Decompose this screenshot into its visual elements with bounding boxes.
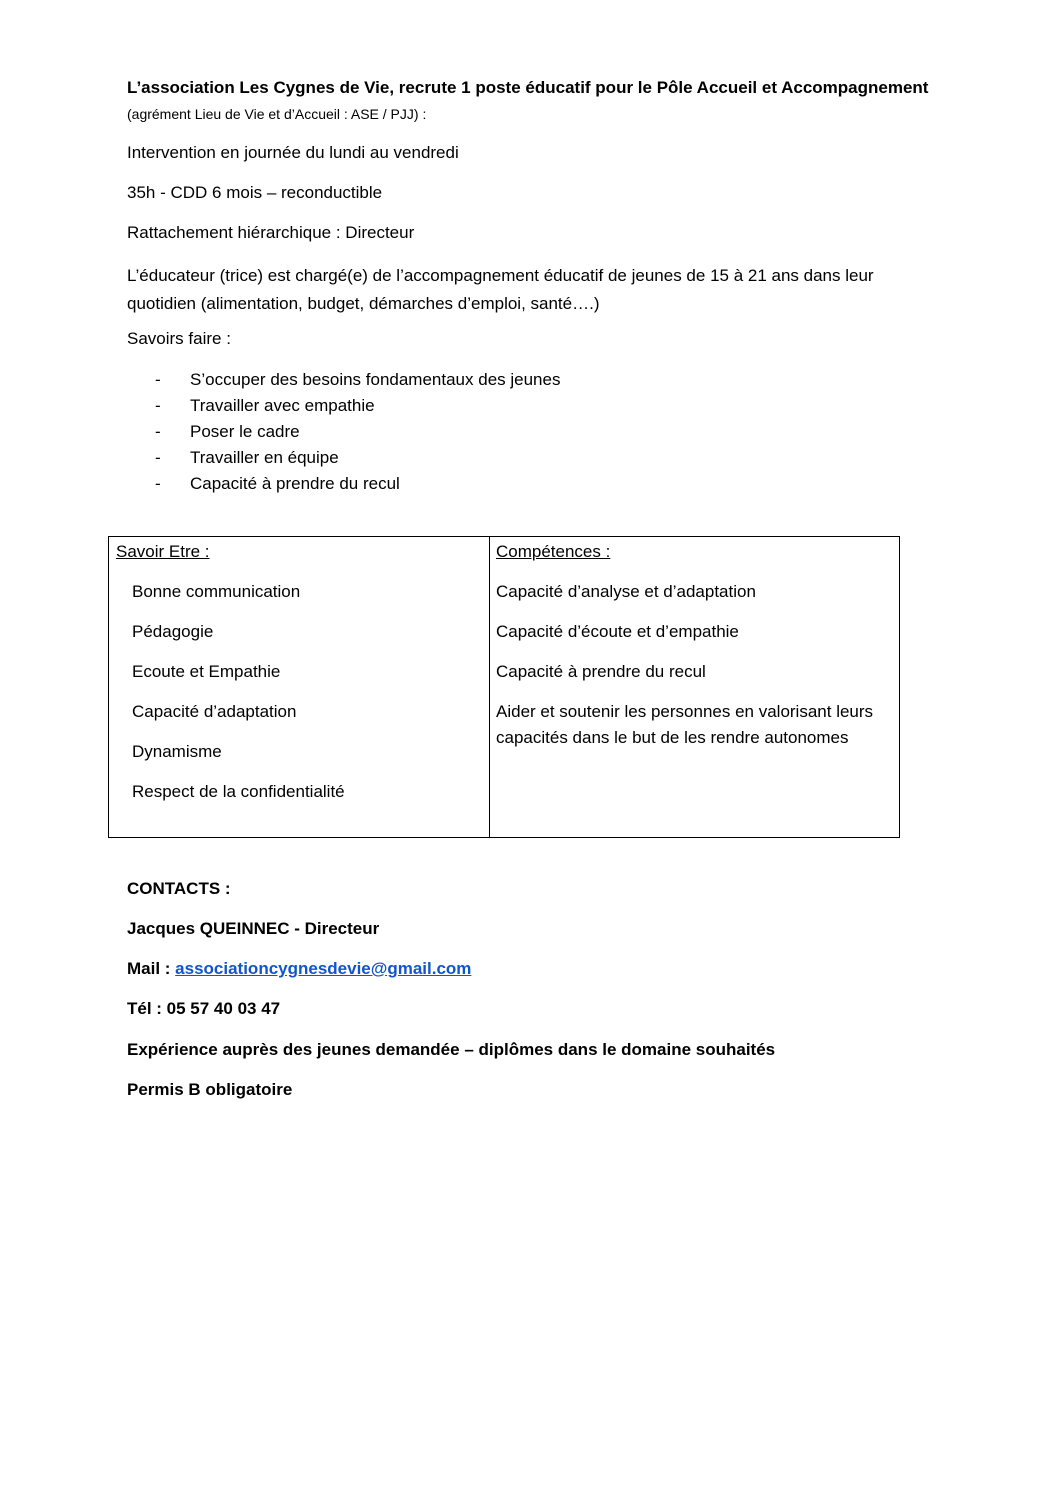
job-description: L’éducateur (trice) est chargé(e) de l’accompagnement éducatif de jeunes de 15 à 21 ans dans leur quotidien (alimentation, budget, démarches d’emploi, santé….) <box>127 266 874 313</box>
savoir-etre-item: Ecoute et Empathie <box>132 662 281 681</box>
contact-phone: Tél : 05 57 40 03 47 <box>127 999 281 1018</box>
savoirs-faire-label: Savoirs faire : <box>127 329 231 348</box>
competences-column <box>490 537 900 838</box>
experience-requirement: Expérience auprès des jeunes demandée – diplômes dans le domaine souhaités <box>127 1040 776 1059</box>
competences-header: Compétences : <box>496 542 611 561</box>
savoir-etre-item: Capacité d’adaptation <box>132 702 297 721</box>
job-title: L’association Les Cygnes de Vie, recrute 1 poste éducatif pour le Pôle Accueil et Accompagnement <box>127 78 929 97</box>
bullet-dash: - <box>155 370 161 389</box>
competence-item: Capacité d’écoute et d’empathie <box>496 622 739 641</box>
contract-text: 35h - CDD 6 mois – reconductible <box>127 183 383 202</box>
email-link[interactable]: associationcygnesdevie@gmail.com <box>175 959 472 978</box>
accreditation-note: (agrément Lieu de Vie et d’Accueil : ASE / PJJ) : <box>127 106 427 122</box>
license-requirement: Permis B obligatoire <box>127 1080 293 1099</box>
savoir-etre-item: Dynamisme <box>132 742 222 761</box>
list-item: - Travailler en équipe <box>155 445 560 471</box>
competence-item: Capacité d’analyse et d’adaptation <box>496 582 756 601</box>
list-item: - Poser le cadre <box>155 419 560 445</box>
list-item: - S’occuper des besoins fondamentaux des jeunes <box>155 367 560 393</box>
bullet-dash: - <box>155 474 161 493</box>
savoirs-faire-list <box>155 367 560 497</box>
contact-mail-line <box>127 959 471 979</box>
savoir-etre-item: Pédagogie <box>132 622 214 641</box>
savoir-etre-header: Savoir Etre : <box>116 542 210 561</box>
competence-item: Aider et soutenir les personnes en valorisant leurs capacités dans le but de les rendre autonomes <box>496 702 874 747</box>
list-item: - Travailler avec empathie <box>155 393 560 419</box>
savoir-etre-item: Bonne communication <box>132 582 301 601</box>
contact-person: Jacques QUEINNEC - Directeur <box>127 919 380 938</box>
bullet-dash: - <box>155 396 161 415</box>
schedule-text: Intervention en journée du lundi au vendredi <box>127 143 459 162</box>
mail-label: Mail : <box>127 959 176 978</box>
hierarchy-text: Rattachement hiérarchique : Directeur <box>127 223 415 242</box>
bullet-dash: - <box>155 448 161 467</box>
skills-table <box>108 536 900 838</box>
savoir-etre-item: Respect de la confidentialité <box>132 782 345 801</box>
contacts-label: CONTACTS : <box>127 879 231 898</box>
list-item: - Capacité à prendre du recul <box>155 471 560 497</box>
savoir-etre-column <box>109 537 490 838</box>
bullet-dash: - <box>155 422 161 441</box>
competence-item: Capacité à prendre du recul <box>496 662 706 681</box>
